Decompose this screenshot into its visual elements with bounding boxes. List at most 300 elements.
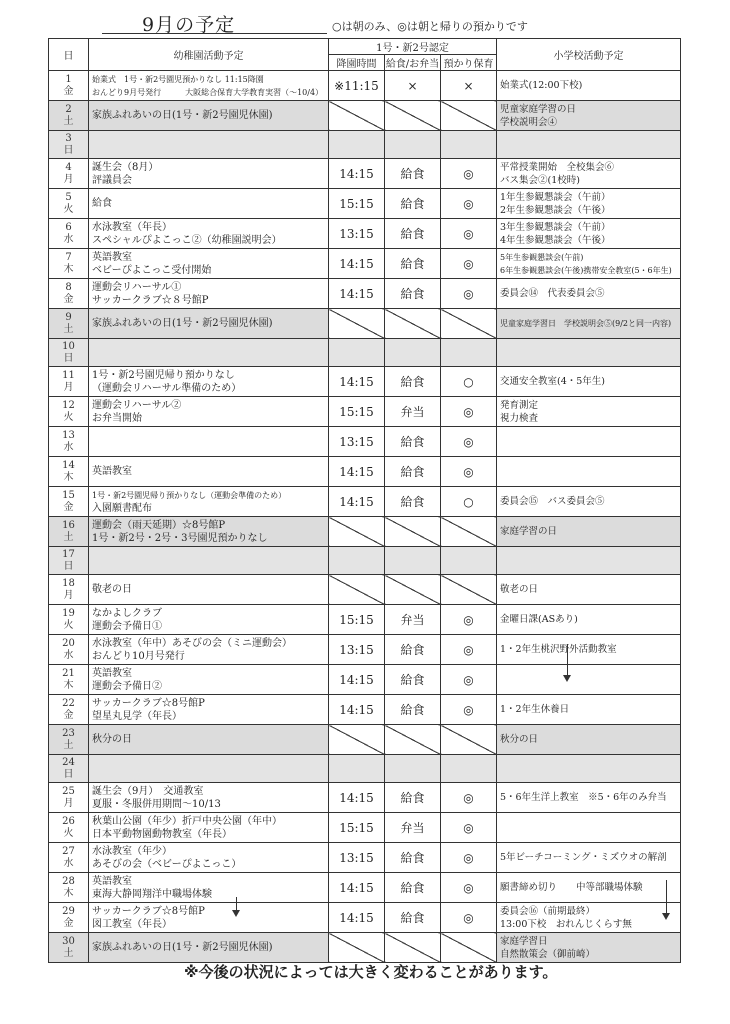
school-activity-line: 金曜日課(ASあり) bbox=[500, 614, 578, 625]
school-activity-line: 1・2年生桃沢野外活動教室 bbox=[500, 644, 617, 655]
school-activity-line: バス集会②(1校時) bbox=[500, 174, 580, 186]
table-row bbox=[49, 71, 681, 101]
school-activity-cell bbox=[497, 219, 681, 249]
care-cell bbox=[441, 309, 497, 339]
care-cell bbox=[441, 547, 497, 575]
kinder-activity-cell bbox=[89, 71, 329, 101]
day-of-week: 日 bbox=[63, 352, 74, 364]
departure-time: 15:15 bbox=[339, 612, 374, 627]
day-cell bbox=[49, 457, 89, 487]
care-status: ◎ bbox=[463, 820, 474, 835]
departure-time: 13:15 bbox=[339, 434, 374, 449]
day-number: 11 bbox=[62, 369, 75, 381]
table-row bbox=[49, 131, 681, 159]
departure-time: 13:15 bbox=[339, 226, 374, 241]
day-of-week: 金 bbox=[63, 709, 74, 721]
school-activity-cell bbox=[497, 695, 681, 725]
lunch-cell bbox=[385, 665, 441, 695]
kinder-activity-line: 夏服・冬服併用期間～10/13 bbox=[92, 798, 221, 810]
kinder-activity-cell bbox=[89, 131, 329, 159]
school-activity-line: 児童家庭学習日 学校説明会⑤(9/2と同一内容) bbox=[500, 319, 672, 328]
day-of-week: 土 bbox=[63, 531, 74, 543]
departure-time: 14:15 bbox=[339, 256, 374, 271]
school-activity-line: 視力検査 bbox=[500, 412, 539, 424]
time-cell bbox=[329, 427, 385, 457]
day-of-week: 日 bbox=[63, 768, 74, 780]
table-row bbox=[49, 517, 681, 547]
time-cell bbox=[329, 665, 385, 695]
day-cell bbox=[49, 605, 89, 635]
school-activity-line: 交通安全教室(4・5年生) bbox=[500, 376, 606, 387]
kinder-activity-line: なかよしクラブ bbox=[92, 607, 162, 619]
time-cell bbox=[329, 131, 385, 159]
kinder-activity-cell bbox=[89, 101, 329, 131]
care-cell bbox=[441, 457, 497, 487]
school-activity-line: 家庭学習日 bbox=[500, 935, 548, 947]
day-number: 26 bbox=[62, 815, 75, 827]
lunch-cell bbox=[385, 547, 441, 575]
kinder-activity-cell bbox=[89, 843, 329, 873]
lunch-type: 給食 bbox=[400, 167, 425, 181]
day-of-week: 火 bbox=[63, 203, 74, 215]
kinder-activity-line: 日本平動物園動物教室（年長） bbox=[92, 828, 232, 840]
kinder-activity-line: 家族ふれあいの日(1号・新2号園児休園) bbox=[92, 318, 273, 329]
kinder-activity-line: 家族ふれあいの日(1号・新2号園児休園) bbox=[92, 110, 273, 121]
table-row bbox=[49, 575, 681, 605]
kinder-activity-cell bbox=[89, 339, 329, 367]
time-cell bbox=[329, 547, 385, 575]
time-cell bbox=[329, 339, 385, 367]
school-activity-line: 発育測定 bbox=[500, 399, 539, 411]
header-group: 1号・新2号認定 bbox=[329, 39, 497, 55]
table-row bbox=[49, 903, 681, 933]
table-row bbox=[49, 159, 681, 189]
departure-time: 14:15 bbox=[339, 910, 374, 925]
school-activity-line: 3年生参観懇談会（午前） bbox=[500, 221, 611, 233]
kinder-activity-cell bbox=[89, 605, 329, 635]
page-title: 9月の予定 bbox=[142, 14, 236, 36]
kinder-activity-cell bbox=[89, 249, 329, 279]
time-cell bbox=[329, 101, 385, 131]
day-of-week: 水 bbox=[63, 441, 74, 453]
kinder-activity-cell bbox=[89, 427, 329, 457]
time-cell bbox=[329, 635, 385, 665]
school-activity-cell bbox=[497, 159, 681, 189]
kinder-activity-cell bbox=[89, 547, 329, 575]
care-status: ◎ bbox=[463, 404, 474, 419]
care-status: ◎ bbox=[463, 790, 474, 805]
kinder-activity-cell bbox=[89, 219, 329, 249]
school-activity-cell bbox=[497, 189, 681, 219]
care-cell bbox=[441, 397, 497, 427]
care-cell bbox=[441, 725, 497, 755]
school-activity-line: 1・2年生休養日 bbox=[500, 704, 570, 715]
kinder-activity-cell bbox=[89, 665, 329, 695]
school-activity-cell bbox=[497, 101, 681, 131]
day-cell bbox=[49, 131, 89, 159]
table-row bbox=[49, 219, 681, 249]
school-activity-line: 敬老の日 bbox=[500, 584, 539, 595]
time-cell bbox=[329, 159, 385, 189]
time-cell bbox=[329, 397, 385, 427]
lunch-cell bbox=[385, 783, 441, 813]
time-cell bbox=[329, 249, 385, 279]
kinder-activity-line: 英語教室 bbox=[92, 875, 132, 887]
kinder-activity-line: 秋葉山公園（年少）折戸中央公園（年中） bbox=[92, 815, 282, 827]
day-number: 29 bbox=[62, 905, 75, 917]
kinder-activity-line: 英語教室 bbox=[92, 251, 132, 263]
table-row bbox=[49, 339, 681, 367]
arrow-down-icon bbox=[567, 644, 568, 676]
school-activity-cell bbox=[497, 131, 681, 159]
day-of-week: 火 bbox=[63, 411, 74, 423]
kinder-activity-line: 英語教室 bbox=[92, 466, 132, 477]
school-activity-line: 委員会⑭ 代表委員会⑤ bbox=[500, 288, 605, 299]
lunch-type: 給食 bbox=[400, 375, 425, 389]
care-cell bbox=[441, 755, 497, 783]
kinder-activity-line: 運動会予備日① bbox=[92, 620, 162, 632]
lunch-cell bbox=[385, 755, 441, 783]
kinder-activity-cell bbox=[89, 933, 329, 963]
lunch-cell bbox=[385, 605, 441, 635]
day-of-week: 水 bbox=[63, 233, 74, 245]
lunch-cell bbox=[385, 219, 441, 249]
time-cell bbox=[329, 605, 385, 635]
day-of-week: 水 bbox=[63, 857, 74, 869]
day-of-week: 土 bbox=[63, 323, 74, 335]
lunch-type: 給食 bbox=[400, 465, 425, 479]
day-of-week: 月 bbox=[63, 589, 74, 601]
header-lunch: 給食/お弁当 bbox=[385, 55, 441, 71]
school-activity-cell bbox=[497, 755, 681, 783]
time-cell bbox=[329, 725, 385, 755]
school-activity-line: 平常授業開始 全校集会⑥ bbox=[500, 161, 615, 173]
lunch-cell bbox=[385, 517, 441, 547]
care-status: ◎ bbox=[463, 702, 474, 717]
lunch-cell bbox=[385, 397, 441, 427]
time-cell bbox=[329, 843, 385, 873]
care-cell bbox=[441, 339, 497, 367]
school-activity-cell bbox=[497, 547, 681, 575]
table-row bbox=[49, 873, 681, 903]
kinder-activity-cell bbox=[89, 159, 329, 189]
lunch-cell bbox=[385, 339, 441, 367]
day-number: 22 bbox=[62, 697, 75, 709]
lunch-type: 給食 bbox=[400, 197, 425, 211]
day-of-week: 火 bbox=[63, 619, 74, 631]
header-day: 日 bbox=[49, 39, 89, 71]
day-of-week: 水 bbox=[63, 649, 74, 661]
day-cell bbox=[49, 725, 89, 755]
day-of-week: 木 bbox=[63, 263, 74, 275]
day-cell bbox=[49, 517, 89, 547]
table-row bbox=[49, 249, 681, 279]
day-cell bbox=[49, 813, 89, 843]
day-cell bbox=[49, 397, 89, 427]
day-number: 1 bbox=[65, 73, 72, 85]
care-status: ◎ bbox=[463, 850, 474, 865]
departure-time: 13:15 bbox=[339, 850, 374, 865]
day-of-week: 日 bbox=[63, 144, 74, 156]
lunch-cell bbox=[385, 635, 441, 665]
lunch-type: 弁当 bbox=[400, 613, 425, 627]
day-number: 15 bbox=[62, 489, 75, 501]
kinder-activity-line: 運動会リハーサル① bbox=[92, 281, 182, 293]
school-activity-line: 願書締め切り 中等部職場体験 bbox=[500, 882, 643, 893]
day-number: 28 bbox=[62, 875, 75, 887]
school-activity-cell bbox=[497, 279, 681, 309]
lunch-type: 給食 bbox=[400, 881, 425, 895]
kinder-activity-cell bbox=[89, 783, 329, 813]
school-activity-cell bbox=[497, 903, 681, 933]
table-row bbox=[49, 605, 681, 635]
day-number: 7 bbox=[65, 251, 72, 263]
day-number: 24 bbox=[62, 756, 75, 768]
departure-time: 14:15 bbox=[339, 166, 374, 181]
lunch-cell bbox=[385, 131, 441, 159]
day-number: 4 bbox=[65, 161, 72, 173]
day-of-week: 月 bbox=[63, 797, 74, 809]
kinder-activity-line: 東海大静岡翔洋中職場体験 bbox=[92, 888, 212, 900]
time-cell bbox=[329, 71, 385, 101]
care-cell bbox=[441, 783, 497, 813]
kinder-activity-cell bbox=[89, 517, 329, 547]
kinder-activity-line: お弁当開始 bbox=[92, 412, 142, 424]
day-number: 21 bbox=[62, 667, 75, 679]
lunch-type: × bbox=[407, 78, 418, 93]
school-activity-line: 4年生参観懇談会（午後） bbox=[500, 234, 611, 246]
schedule-table bbox=[48, 38, 681, 963]
departure-time: 14:15 bbox=[339, 494, 374, 509]
care-cell bbox=[441, 159, 497, 189]
table-row bbox=[49, 547, 681, 575]
table-row bbox=[49, 725, 681, 755]
lunch-type: 給食 bbox=[400, 227, 425, 241]
school-activity-cell bbox=[497, 339, 681, 367]
lunch-cell bbox=[385, 249, 441, 279]
lunch-cell bbox=[385, 189, 441, 219]
departure-time: ※11:15 bbox=[334, 78, 379, 93]
day-number: 17 bbox=[62, 548, 75, 560]
care-status: ◎ bbox=[463, 166, 474, 181]
day-number: 30 bbox=[62, 935, 75, 947]
time-cell bbox=[329, 783, 385, 813]
school-activity-cell bbox=[497, 249, 681, 279]
kinder-activity-line: おんどり9月号発行 大阪総合保育大学教育実習（～10/4） bbox=[92, 87, 324, 97]
header-school: 小学校活動予定 bbox=[497, 39, 681, 71]
school-activity-cell bbox=[497, 397, 681, 427]
care-cell bbox=[441, 427, 497, 457]
day-of-week: 金 bbox=[63, 917, 74, 929]
day-of-week: 月 bbox=[63, 381, 74, 393]
day-cell bbox=[49, 487, 89, 517]
lunch-type: 給食 bbox=[400, 643, 425, 657]
day-number: 14 bbox=[62, 459, 75, 471]
kinder-activity-line: （運動会リハーサル準備のため） bbox=[92, 382, 242, 394]
lunch-cell bbox=[385, 575, 441, 605]
time-cell bbox=[329, 903, 385, 933]
day-cell bbox=[49, 249, 89, 279]
day-number: 10 bbox=[62, 340, 75, 352]
departure-time: 14:15 bbox=[339, 672, 374, 687]
day-cell bbox=[49, 101, 89, 131]
school-activity-cell bbox=[497, 575, 681, 605]
title-underline bbox=[102, 33, 327, 34]
kinder-activity-line: 運動会予備日② bbox=[92, 680, 162, 692]
care-cell bbox=[441, 367, 497, 397]
kinder-activity-line: 1号・新2号園児帰り預かりなし bbox=[92, 369, 235, 381]
departure-time: 13:15 bbox=[339, 642, 374, 657]
school-activity-cell bbox=[497, 605, 681, 635]
kinder-activity-line: 水泳教室（年中）あそびの会（ミニ運動会） bbox=[92, 637, 292, 649]
day-cell bbox=[49, 933, 89, 963]
kinder-activity-line: 入園願書配布 bbox=[92, 502, 152, 514]
school-activity-cell bbox=[497, 427, 681, 457]
care-status: ◎ bbox=[463, 434, 474, 449]
table-row bbox=[49, 457, 681, 487]
care-cell bbox=[441, 487, 497, 517]
kinder-activity-cell bbox=[89, 725, 329, 755]
day-number: 8 bbox=[65, 281, 72, 293]
footer-note: ※今後の状況によっては大きく変わることがあります。 bbox=[184, 963, 558, 981]
day-cell bbox=[49, 71, 89, 101]
school-activity-line: 5年生参観懇談会(午前) bbox=[500, 252, 584, 262]
day-number: 2 bbox=[65, 103, 72, 115]
care-status: ○ bbox=[463, 494, 474, 509]
lunch-type: 給食 bbox=[400, 495, 425, 509]
care-status: ◎ bbox=[463, 196, 474, 211]
care-status: ◎ bbox=[463, 642, 474, 657]
lunch-cell bbox=[385, 813, 441, 843]
day-of-week: 土 bbox=[63, 115, 74, 127]
kinder-activity-line: 図工教室（年長） bbox=[92, 918, 172, 930]
school-activity-cell bbox=[497, 71, 681, 101]
care-cell bbox=[441, 903, 497, 933]
kinder-activity-line: 給食 bbox=[92, 198, 112, 209]
lunch-cell bbox=[385, 309, 441, 339]
table-row bbox=[49, 933, 681, 963]
care-cell bbox=[441, 635, 497, 665]
day-cell bbox=[49, 665, 89, 695]
lunch-type: 給食 bbox=[400, 435, 425, 449]
kinder-activity-cell bbox=[89, 695, 329, 725]
care-status: ◎ bbox=[463, 612, 474, 627]
day-number: 27 bbox=[62, 845, 75, 857]
care-status: ○ bbox=[463, 374, 474, 389]
lunch-cell bbox=[385, 933, 441, 963]
day-of-week: 金 bbox=[63, 501, 74, 513]
departure-time: 14:15 bbox=[339, 374, 374, 389]
header-time: 降園時間 bbox=[329, 55, 385, 71]
day-cell bbox=[49, 783, 89, 813]
care-cell bbox=[441, 249, 497, 279]
lunch-type: 弁当 bbox=[400, 821, 425, 835]
school-activity-cell bbox=[497, 933, 681, 963]
table-row bbox=[49, 665, 681, 695]
care-cell bbox=[441, 101, 497, 131]
kinder-activity-line: 運動会（雨天延期）☆8号館P bbox=[92, 519, 226, 531]
table-row bbox=[49, 101, 681, 131]
school-activity-cell bbox=[497, 873, 681, 903]
school-activity-cell bbox=[497, 309, 681, 339]
school-activity-cell bbox=[497, 367, 681, 397]
kinder-activity-cell bbox=[89, 367, 329, 397]
day-of-week: 金 bbox=[63, 85, 74, 97]
kinder-activity-line: 1号・新2号園児帰り預かりなし（運動会準備のため） bbox=[92, 490, 287, 500]
school-activity-cell bbox=[497, 635, 681, 665]
care-cell bbox=[441, 873, 497, 903]
table-row bbox=[49, 783, 681, 813]
day-cell bbox=[49, 279, 89, 309]
table-row bbox=[49, 309, 681, 339]
care-status: ◎ bbox=[463, 910, 474, 925]
school-activity-line: 5・6年生洋上教室 ※5・6年のみ弁当 bbox=[500, 792, 667, 803]
lunch-cell bbox=[385, 725, 441, 755]
lunch-type: 給食 bbox=[400, 703, 425, 717]
time-cell bbox=[329, 517, 385, 547]
kinder-activity-line: 水泳教室（年少） bbox=[92, 845, 172, 857]
care-cell bbox=[441, 695, 497, 725]
kinder-activity-cell bbox=[89, 397, 329, 427]
school-activity-line: 児童家庭学習の日 bbox=[500, 103, 577, 115]
kinder-activity-line: おんどり10月号発行 bbox=[92, 650, 185, 662]
table-row bbox=[49, 367, 681, 397]
day-cell bbox=[49, 547, 89, 575]
table-row bbox=[49, 635, 681, 665]
departure-time: 14:15 bbox=[339, 790, 374, 805]
day-number: 12 bbox=[62, 399, 75, 411]
day-number: 9 bbox=[65, 311, 72, 323]
legend-note: ○は朝のみ、◎は朝と帰りの預かりです bbox=[332, 20, 528, 33]
day-cell bbox=[49, 635, 89, 665]
kinder-activity-cell bbox=[89, 575, 329, 605]
care-cell bbox=[441, 189, 497, 219]
kinder-activity-line: 始業式 1号・新2号園児預かりなし 11:15降園 bbox=[92, 74, 264, 84]
table-row bbox=[49, 487, 681, 517]
lunch-cell bbox=[385, 279, 441, 309]
care-status: × bbox=[463, 78, 474, 93]
school-activity-line: 1年生参観懇談会（午前） bbox=[500, 191, 611, 203]
care-cell bbox=[441, 843, 497, 873]
day-of-week: 土 bbox=[63, 739, 74, 751]
day-number: 3 bbox=[65, 132, 72, 144]
kinder-activity-cell bbox=[89, 189, 329, 219]
lunch-cell bbox=[385, 159, 441, 189]
kinder-activity-line: 1号・新2号・2号・3号園児預かりなし bbox=[92, 532, 268, 544]
school-activity-line: 5年ビーチコーミング・ミズウオの解剖 bbox=[500, 852, 667, 863]
day-cell bbox=[49, 219, 89, 249]
day-cell bbox=[49, 575, 89, 605]
care-cell bbox=[441, 665, 497, 695]
day-number: 13 bbox=[62, 429, 75, 441]
day-number: 5 bbox=[65, 191, 72, 203]
school-activity-cell bbox=[497, 517, 681, 547]
lunch-type: 弁当 bbox=[400, 405, 425, 419]
day-of-week: 木 bbox=[63, 887, 74, 899]
day-of-week: 土 bbox=[63, 947, 74, 959]
day-of-week: 木 bbox=[63, 679, 74, 691]
time-cell bbox=[329, 575, 385, 605]
departure-time: 15:15 bbox=[339, 404, 374, 419]
table-row bbox=[49, 813, 681, 843]
school-activity-cell bbox=[497, 487, 681, 517]
time-cell bbox=[329, 695, 385, 725]
day-number: 25 bbox=[62, 785, 75, 797]
care-cell bbox=[441, 517, 497, 547]
day-cell bbox=[49, 309, 89, 339]
school-activity-line: 委員会⑯（前期最終） bbox=[500, 905, 596, 917]
school-activity-cell bbox=[497, 725, 681, 755]
